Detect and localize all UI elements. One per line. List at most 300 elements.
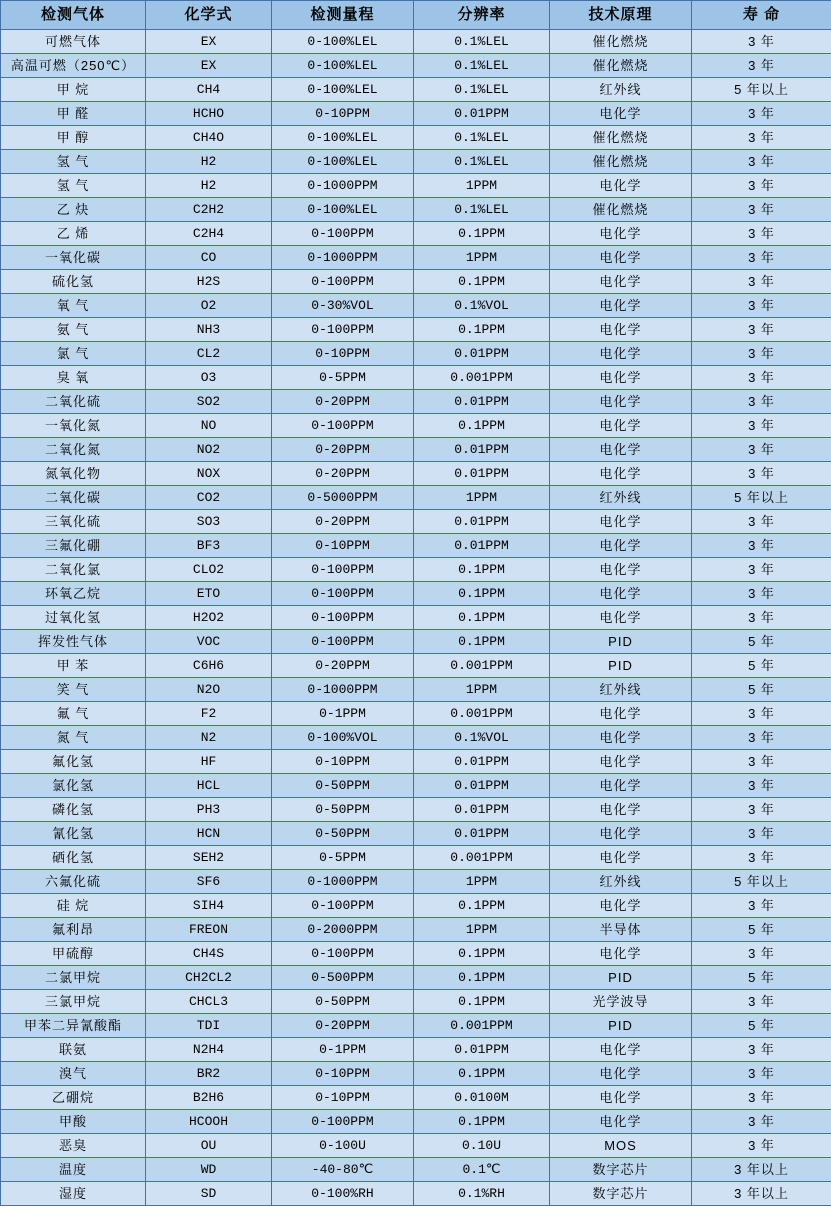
table-row <box>1 1014 831 1038</box>
cell-detection-range: 0-50PPM <box>272 798 414 822</box>
cell-resolution: 1PPM <box>414 678 550 702</box>
cell-lifespan: 3 年 <box>692 582 831 606</box>
cell-chemical-formula: CH2CL2 <box>146 966 272 990</box>
cell-technology-principle: 催化燃烧 <box>550 54 692 78</box>
cell-lifespan: 3 年 <box>692 606 831 630</box>
cell-lifespan: 3 年 <box>692 726 831 750</box>
cell-resolution: 0.01PPM <box>414 1038 550 1062</box>
table-row <box>1 30 831 54</box>
table-row <box>1 726 831 750</box>
cell-resolution: 0.1%RH <box>414 1182 550 1206</box>
cell-chemical-formula: CH4S <box>146 942 272 966</box>
cell-technology-principle: 电化学 <box>550 606 692 630</box>
cell-gas-name: 二氯甲烷 <box>1 966 146 990</box>
cell-resolution: 0.1PPM <box>414 966 550 990</box>
cell-gas-name: 氢 气 <box>1 174 146 198</box>
cell-detection-range: 0-100%LEL <box>272 198 414 222</box>
cell-technology-principle: 电化学 <box>550 534 692 558</box>
cell-resolution: 0.1PPM <box>414 990 550 1014</box>
cell-gas-name: 甲 烷 <box>1 78 146 102</box>
table-row <box>1 1110 831 1134</box>
table-row <box>1 414 831 438</box>
table-row <box>1 222 831 246</box>
table-row <box>1 438 831 462</box>
cell-resolution: 0.0100M <box>414 1086 550 1110</box>
table-row <box>1 510 831 534</box>
cell-lifespan: 3 年 <box>692 462 831 486</box>
cell-resolution: 0.1%VOL <box>414 294 550 318</box>
table-row <box>1 774 831 798</box>
cell-chemical-formula: BR2 <box>146 1062 272 1086</box>
cell-lifespan: 5 年 <box>692 630 831 654</box>
cell-detection-range: 0-10PPM <box>272 102 414 126</box>
cell-resolution: 0.01PPM <box>414 774 550 798</box>
cell-detection-range: 0-100PPM <box>272 894 414 918</box>
cell-lifespan: 3 年以上 <box>692 1158 831 1182</box>
cell-technology-principle: 光学波导 <box>550 990 692 1014</box>
cell-technology-principle: 电化学 <box>550 390 692 414</box>
cell-technology-principle: 催化燃烧 <box>550 198 692 222</box>
cell-detection-range: 0-1000PPM <box>272 870 414 894</box>
cell-chemical-formula: SO3 <box>146 510 272 534</box>
cell-lifespan: 3 年 <box>692 222 831 246</box>
cell-lifespan: 3 年 <box>692 942 831 966</box>
table-row <box>1 1158 831 1182</box>
cell-chemical-formula: EX <box>146 30 272 54</box>
cell-gas-name: 氟化氢 <box>1 750 146 774</box>
cell-technology-principle: 电化学 <box>550 102 692 126</box>
cell-detection-range: 0-100PPM <box>272 318 414 342</box>
table-row <box>1 558 831 582</box>
cell-detection-range: 0-100PPM <box>272 270 414 294</box>
cell-technology-principle: 电化学 <box>550 510 692 534</box>
cell-detection-range: 0-10PPM <box>272 1086 414 1110</box>
table-row <box>1 1182 831 1206</box>
cell-resolution: 0.1PPM <box>414 582 550 606</box>
cell-resolution: 0.1PPM <box>414 894 550 918</box>
cell-technology-principle: 电化学 <box>550 750 692 774</box>
cell-chemical-formula: N2 <box>146 726 272 750</box>
table-row <box>1 798 831 822</box>
cell-gas-name: 氯 气 <box>1 342 146 366</box>
cell-gas-name: 湿度 <box>1 1182 146 1206</box>
cell-technology-principle: 半导体 <box>550 918 692 942</box>
cell-detection-range: 0-10PPM <box>272 750 414 774</box>
cell-resolution: 0.01PPM <box>414 822 550 846</box>
cell-chemical-formula: OU <box>146 1134 272 1158</box>
table-row <box>1 702 831 726</box>
cell-chemical-formula: NH3 <box>146 318 272 342</box>
cell-detection-range: 0-50PPM <box>272 822 414 846</box>
cell-resolution: 0.1%LEL <box>414 150 550 174</box>
cell-lifespan: 5 年以上 <box>692 870 831 894</box>
column-header-lifespan: 寿 命 <box>692 1 831 30</box>
cell-chemical-formula: SIH4 <box>146 894 272 918</box>
cell-resolution: 0.1PPM <box>414 558 550 582</box>
cell-chemical-formula: NO2 <box>146 438 272 462</box>
cell-lifespan: 3 年 <box>692 174 831 198</box>
cell-detection-range: -40-80℃ <box>272 1158 414 1182</box>
column-header-technology-principle: 技术原理 <box>550 1 692 30</box>
cell-lifespan: 5 年 <box>692 966 831 990</box>
cell-gas-name: 六氟化硫 <box>1 870 146 894</box>
cell-chemical-formula: CH4 <box>146 78 272 102</box>
cell-lifespan: 3 年 <box>692 846 831 870</box>
header-row <box>1 1 831 30</box>
cell-detection-range: 0-10PPM <box>272 1062 414 1086</box>
cell-lifespan: 3 年 <box>692 126 831 150</box>
cell-technology-principle: 红外线 <box>550 678 692 702</box>
cell-lifespan: 3 年 <box>692 1086 831 1110</box>
column-header-detection-range: 检测量程 <box>272 1 414 30</box>
cell-chemical-formula: PH3 <box>146 798 272 822</box>
cell-detection-range: 0-1PPM <box>272 1038 414 1062</box>
cell-technology-principle: 电化学 <box>550 366 692 390</box>
cell-gas-name: 二氧化碳 <box>1 486 146 510</box>
cell-gas-name: 氮 气 <box>1 726 146 750</box>
cell-chemical-formula: CLO2 <box>146 558 272 582</box>
cell-technology-principle: 数字芯片 <box>550 1158 692 1182</box>
table-row <box>1 342 831 366</box>
cell-gas-name: 乙硼烷 <box>1 1086 146 1110</box>
cell-detection-range: 0-100%LEL <box>272 54 414 78</box>
cell-lifespan: 3 年 <box>692 1134 831 1158</box>
cell-resolution: 1PPM <box>414 174 550 198</box>
table-row <box>1 78 831 102</box>
cell-technology-principle: 电化学 <box>550 342 692 366</box>
cell-technology-principle: PID <box>550 654 692 678</box>
cell-gas-name: 挥发性气体 <box>1 630 146 654</box>
cell-detection-range: 0-1000PPM <box>272 678 414 702</box>
cell-chemical-formula: O3 <box>146 366 272 390</box>
table-row <box>1 918 831 942</box>
cell-chemical-formula: HCHO <box>146 102 272 126</box>
table-row <box>1 198 831 222</box>
cell-resolution: 0.01PPM <box>414 102 550 126</box>
cell-lifespan: 5 年 <box>692 654 831 678</box>
cell-resolution: 0.1%VOL <box>414 726 550 750</box>
cell-detection-range: 0-100%LEL <box>272 126 414 150</box>
cell-gas-name: 高温可燃（250℃） <box>1 54 146 78</box>
table-row <box>1 606 831 630</box>
cell-lifespan: 3 年 <box>692 798 831 822</box>
cell-chemical-formula: SF6 <box>146 870 272 894</box>
cell-detection-range: 0-5PPM <box>272 846 414 870</box>
cell-gas-name: 甲酸 <box>1 1110 146 1134</box>
cell-gas-name: 甲苯二异氰酸酯 <box>1 1014 146 1038</box>
cell-detection-range: 0-100%RH <box>272 1182 414 1206</box>
cell-technology-principle: 红外线 <box>550 870 692 894</box>
table-row <box>1 366 831 390</box>
cell-lifespan: 3 年 <box>692 198 831 222</box>
cell-gas-name: 硒化氢 <box>1 846 146 870</box>
cell-lifespan: 3 年 <box>692 294 831 318</box>
cell-chemical-formula: F2 <box>146 702 272 726</box>
cell-gas-name: 笑 气 <box>1 678 146 702</box>
cell-technology-principle: 电化学 <box>550 1086 692 1110</box>
cell-technology-principle: 电化学 <box>550 1110 692 1134</box>
cell-chemical-formula: HCN <box>146 822 272 846</box>
cell-resolution: 0.01PPM <box>414 462 550 486</box>
cell-chemical-formula: TDI <box>146 1014 272 1038</box>
cell-gas-name: 氰化氢 <box>1 822 146 846</box>
cell-resolution: 0.01PPM <box>414 534 550 558</box>
cell-resolution: 0.001PPM <box>414 366 550 390</box>
cell-gas-name: 一氧化碳 <box>1 246 146 270</box>
table-row <box>1 582 831 606</box>
cell-technology-principle: MOS <box>550 1134 692 1158</box>
cell-technology-principle: PID <box>550 966 692 990</box>
cell-detection-range: 0-20PPM <box>272 510 414 534</box>
cell-chemical-formula: SEH2 <box>146 846 272 870</box>
cell-resolution: 0.001PPM <box>414 702 550 726</box>
cell-lifespan: 3 年 <box>692 150 831 174</box>
cell-resolution: 0.1PPM <box>414 630 550 654</box>
cell-lifespan: 3 年以上 <box>692 1182 831 1206</box>
table-row <box>1 846 831 870</box>
cell-detection-range: 0-100PPM <box>272 558 414 582</box>
cell-resolution: 0.1PPM <box>414 270 550 294</box>
cell-resolution: 1PPM <box>414 918 550 942</box>
cell-lifespan: 3 年 <box>692 270 831 294</box>
cell-chemical-formula: O2 <box>146 294 272 318</box>
column-header-chemical-formula: 化学式 <box>146 1 272 30</box>
cell-resolution: 0.001PPM <box>414 654 550 678</box>
cell-gas-name: 磷化氢 <box>1 798 146 822</box>
table-row <box>1 54 831 78</box>
cell-resolution: 0.1PPM <box>414 414 550 438</box>
cell-chemical-formula: H2 <box>146 174 272 198</box>
cell-technology-principle: 电化学 <box>550 246 692 270</box>
cell-chemical-formula: SD <box>146 1182 272 1206</box>
cell-gas-name: 恶臭 <box>1 1134 146 1158</box>
cell-lifespan: 3 年 <box>692 318 831 342</box>
cell-lifespan: 3 年 <box>692 54 831 78</box>
table-row <box>1 1086 831 1110</box>
cell-resolution: 0.1PPM <box>414 318 550 342</box>
cell-technology-principle: 催化燃烧 <box>550 150 692 174</box>
cell-chemical-formula: HF <box>146 750 272 774</box>
table-row <box>1 534 831 558</box>
cell-gas-name: 硫化氢 <box>1 270 146 294</box>
table-row <box>1 246 831 270</box>
cell-detection-range: 0-5PPM <box>272 366 414 390</box>
cell-chemical-formula: BF3 <box>146 534 272 558</box>
cell-lifespan: 3 年 <box>692 534 831 558</box>
cell-lifespan: 3 年 <box>692 702 831 726</box>
cell-chemical-formula: H2O2 <box>146 606 272 630</box>
cell-chemical-formula: EX <box>146 54 272 78</box>
cell-resolution: 0.01PPM <box>414 390 550 414</box>
cell-gas-name: 环氧乙烷 <box>1 582 146 606</box>
cell-gas-name: 甲 醛 <box>1 102 146 126</box>
cell-resolution: 0.1PPM <box>414 606 550 630</box>
cell-technology-principle: 电化学 <box>550 726 692 750</box>
cell-lifespan: 3 年 <box>692 990 831 1014</box>
cell-resolution: 0.1PPM <box>414 1110 550 1134</box>
cell-resolution: 0.1℃ <box>414 1158 550 1182</box>
cell-chemical-formula: CH4O <box>146 126 272 150</box>
cell-detection-range: 0-100PPM <box>272 1110 414 1134</box>
cell-gas-name: 过氧化氢 <box>1 606 146 630</box>
cell-gas-name: 甲硫醇 <box>1 942 146 966</box>
cell-resolution: 0.01PPM <box>414 510 550 534</box>
cell-technology-principle: 催化燃烧 <box>550 30 692 54</box>
cell-resolution: 0.1PPM <box>414 942 550 966</box>
cell-detection-range: 0-100PPM <box>272 630 414 654</box>
cell-detection-range: 0-20PPM <box>272 390 414 414</box>
cell-technology-principle: 电化学 <box>550 318 692 342</box>
cell-chemical-formula: C6H6 <box>146 654 272 678</box>
cell-chemical-formula: VOC <box>146 630 272 654</box>
cell-technology-principle: 红外线 <box>550 486 692 510</box>
cell-lifespan: 3 年 <box>692 894 831 918</box>
cell-lifespan: 3 年 <box>692 342 831 366</box>
cell-chemical-formula: SO2 <box>146 390 272 414</box>
cell-gas-name: 二氧化氯 <box>1 558 146 582</box>
cell-gas-name: 氨 气 <box>1 318 146 342</box>
cell-chemical-formula: WD <box>146 1158 272 1182</box>
cell-chemical-formula: H2 <box>146 150 272 174</box>
table-row <box>1 294 831 318</box>
cell-detection-range: 0-500PPM <box>272 966 414 990</box>
cell-technology-principle: PID <box>550 1014 692 1038</box>
cell-resolution: 0.001PPM <box>414 846 550 870</box>
cell-gas-name: 乙 烯 <box>1 222 146 246</box>
cell-detection-range: 0-100PPM <box>272 582 414 606</box>
column-header-resolution: 分辨率 <box>414 1 550 30</box>
cell-lifespan: 5 年以上 <box>692 486 831 510</box>
table-row <box>1 174 831 198</box>
cell-lifespan: 3 年 <box>692 822 831 846</box>
cell-detection-range: 0-100%VOL <box>272 726 414 750</box>
cell-chemical-formula: ETO <box>146 582 272 606</box>
table-row <box>1 102 831 126</box>
cell-chemical-formula: HCOOH <box>146 1110 272 1134</box>
cell-gas-name: 一氧化氮 <box>1 414 146 438</box>
table-row <box>1 990 831 1014</box>
cell-gas-name: 甲 苯 <box>1 654 146 678</box>
column-header-gas-name: 检测气体 <box>1 1 146 30</box>
cell-resolution: 0.1%LEL <box>414 198 550 222</box>
cell-detection-range: 0-50PPM <box>272 990 414 1014</box>
cell-chemical-formula: CHCL3 <box>146 990 272 1014</box>
cell-technology-principle: 电化学 <box>550 942 692 966</box>
cell-chemical-formula: NOX <box>146 462 272 486</box>
cell-lifespan: 3 年 <box>692 1062 831 1086</box>
cell-technology-principle: 电化学 <box>550 174 692 198</box>
cell-detection-range: 0-100PPM <box>272 606 414 630</box>
cell-gas-name: 氢 气 <box>1 150 146 174</box>
cell-gas-name: 可燃气体 <box>1 30 146 54</box>
cell-gas-name: 联氨 <box>1 1038 146 1062</box>
cell-chemical-formula: CO2 <box>146 486 272 510</box>
cell-chemical-formula: N2O <box>146 678 272 702</box>
cell-chemical-formula: C2H4 <box>146 222 272 246</box>
cell-lifespan: 3 年 <box>692 1038 831 1062</box>
table-row <box>1 630 831 654</box>
table-row <box>1 126 831 150</box>
cell-technology-principle: 电化学 <box>550 582 692 606</box>
cell-lifespan: 3 年 <box>692 774 831 798</box>
table-body <box>1 30 831 1206</box>
cell-resolution: 0.10U <box>414 1134 550 1158</box>
cell-gas-name: 臭 氧 <box>1 366 146 390</box>
cell-gas-name: 三氟化硼 <box>1 534 146 558</box>
cell-resolution: 0.01PPM <box>414 438 550 462</box>
cell-resolution: 1PPM <box>414 486 550 510</box>
cell-chemical-formula: FREON <box>146 918 272 942</box>
cell-technology-principle: 电化学 <box>550 822 692 846</box>
cell-gas-name: 氟 气 <box>1 702 146 726</box>
table-row <box>1 1134 831 1158</box>
cell-resolution: 0.01PPM <box>414 798 550 822</box>
cell-resolution: 0.001PPM <box>414 1014 550 1038</box>
cell-detection-range: 0-100%LEL <box>272 30 414 54</box>
cell-resolution: 0.1%LEL <box>414 30 550 54</box>
cell-detection-range: 0-20PPM <box>272 462 414 486</box>
cell-technology-principle: PID <box>550 630 692 654</box>
cell-detection-range: 0-100PPM <box>272 942 414 966</box>
cell-gas-name: 乙 炔 <box>1 198 146 222</box>
cell-technology-principle: 电化学 <box>550 558 692 582</box>
cell-gas-name: 氮氧化物 <box>1 462 146 486</box>
table-row <box>1 750 831 774</box>
cell-detection-range: 0-1PPM <box>272 702 414 726</box>
cell-chemical-formula: N2H4 <box>146 1038 272 1062</box>
cell-resolution: 0.1PPM <box>414 1062 550 1086</box>
cell-lifespan: 5 年 <box>692 678 831 702</box>
cell-detection-range: 0-50PPM <box>272 774 414 798</box>
table-row <box>1 1038 831 1062</box>
cell-lifespan: 3 年 <box>692 414 831 438</box>
cell-lifespan: 3 年 <box>692 246 831 270</box>
cell-technology-principle: 电化学 <box>550 462 692 486</box>
table-row <box>1 822 831 846</box>
cell-lifespan: 3 年 <box>692 366 831 390</box>
cell-gas-name: 氟利昂 <box>1 918 146 942</box>
cell-resolution: 0.1%LEL <box>414 126 550 150</box>
cell-chemical-formula: HCL <box>146 774 272 798</box>
cell-lifespan: 3 年 <box>692 750 831 774</box>
cell-technology-principle: 电化学 <box>550 294 692 318</box>
cell-technology-principle: 电化学 <box>550 414 692 438</box>
cell-gas-name: 甲 醇 <box>1 126 146 150</box>
cell-gas-name: 二氧化氮 <box>1 438 146 462</box>
cell-resolution: 0.1%LEL <box>414 78 550 102</box>
cell-lifespan: 3 年 <box>692 30 831 54</box>
cell-lifespan: 3 年 <box>692 102 831 126</box>
cell-detection-range: 0-1000PPM <box>272 246 414 270</box>
cell-technology-principle: 电化学 <box>550 846 692 870</box>
cell-detection-range: 0-20PPM <box>272 1014 414 1038</box>
cell-technology-principle: 催化燃烧 <box>550 126 692 150</box>
cell-resolution: 0.01PPM <box>414 750 550 774</box>
table-row <box>1 966 831 990</box>
table-row <box>1 318 831 342</box>
cell-lifespan: 5 年 <box>692 1014 831 1038</box>
cell-lifespan: 3 年 <box>692 390 831 414</box>
table-row <box>1 654 831 678</box>
cell-technology-principle: 数字芯片 <box>550 1182 692 1206</box>
cell-chemical-formula: H2S <box>146 270 272 294</box>
cell-detection-range: 0-20PPM <box>272 654 414 678</box>
cell-detection-range: 0-2000PPM <box>272 918 414 942</box>
cell-technology-principle: 电化学 <box>550 222 692 246</box>
table-row <box>1 462 831 486</box>
cell-chemical-formula: B2H6 <box>146 1086 272 1110</box>
cell-detection-range: 0-10PPM <box>272 534 414 558</box>
